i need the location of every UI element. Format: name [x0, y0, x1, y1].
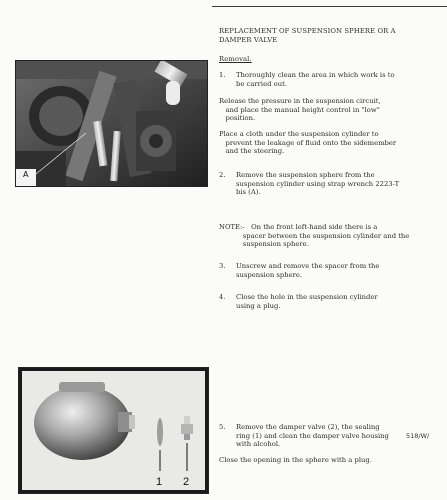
sphere-and-valve-illustration: [19, 368, 208, 493]
step-number-1: 1.: [219, 71, 226, 79]
photo1-label-a: A: [23, 170, 29, 179]
engine-bay-illustration: [16, 61, 207, 186]
step-number-5: 5.: [219, 423, 226, 431]
step-3-text: Unscrew and remove the spacer from the suspension sphere.: [236, 262, 380, 279]
top-rule: [212, 6, 447, 7]
step-5-text: Remove the damper valve (2), the sealing ring (1) and clean the damper valve housing with alcohol.: [236, 423, 389, 449]
engine-bay-photo: [15, 60, 208, 187]
step-4-text: Close the hole in the suspension cylinder using a plug.: [236, 293, 378, 310]
place-cloth-text: Place a cloth under the suspension cylinder to prevent the leakage of fluid onto the sidemember and the steering.: [219, 130, 397, 156]
step-number-3: 3.: [219, 262, 226, 270]
suspension-sphere-photo: [18, 367, 209, 494]
close-opening-text: Close the opening in the sphere with a plug.: [219, 456, 372, 464]
label-2: 2: [183, 476, 190, 488]
removal-heading: Removal.: [219, 55, 252, 63]
label-1: 1: [156, 476, 163, 488]
section-title: REPLACEMENT OF SUSPENSION SPHERE OR A DAMPER VALVE: [219, 27, 396, 44]
step-number-2: 2.: [219, 171, 226, 179]
page-reference: 518/W/: [406, 432, 430, 440]
release-pressure-text: Release the pressure in the suspension circuit, and place the manual height control in "low" position.: [219, 97, 381, 123]
note-text: NOTE:- On the front left-hand side there is a spacer between the suspension cylinder and the suspension sphere.: [219, 223, 410, 249]
step-1-text: Thoroughly clean the area in which work is to be carried out.: [236, 71, 395, 88]
step-2-text: Remove the suspension sphere from the suspension cylinder using strap wrench 2223-T bis (A).: [236, 171, 400, 197]
step-number-4: 4.: [219, 293, 226, 301]
